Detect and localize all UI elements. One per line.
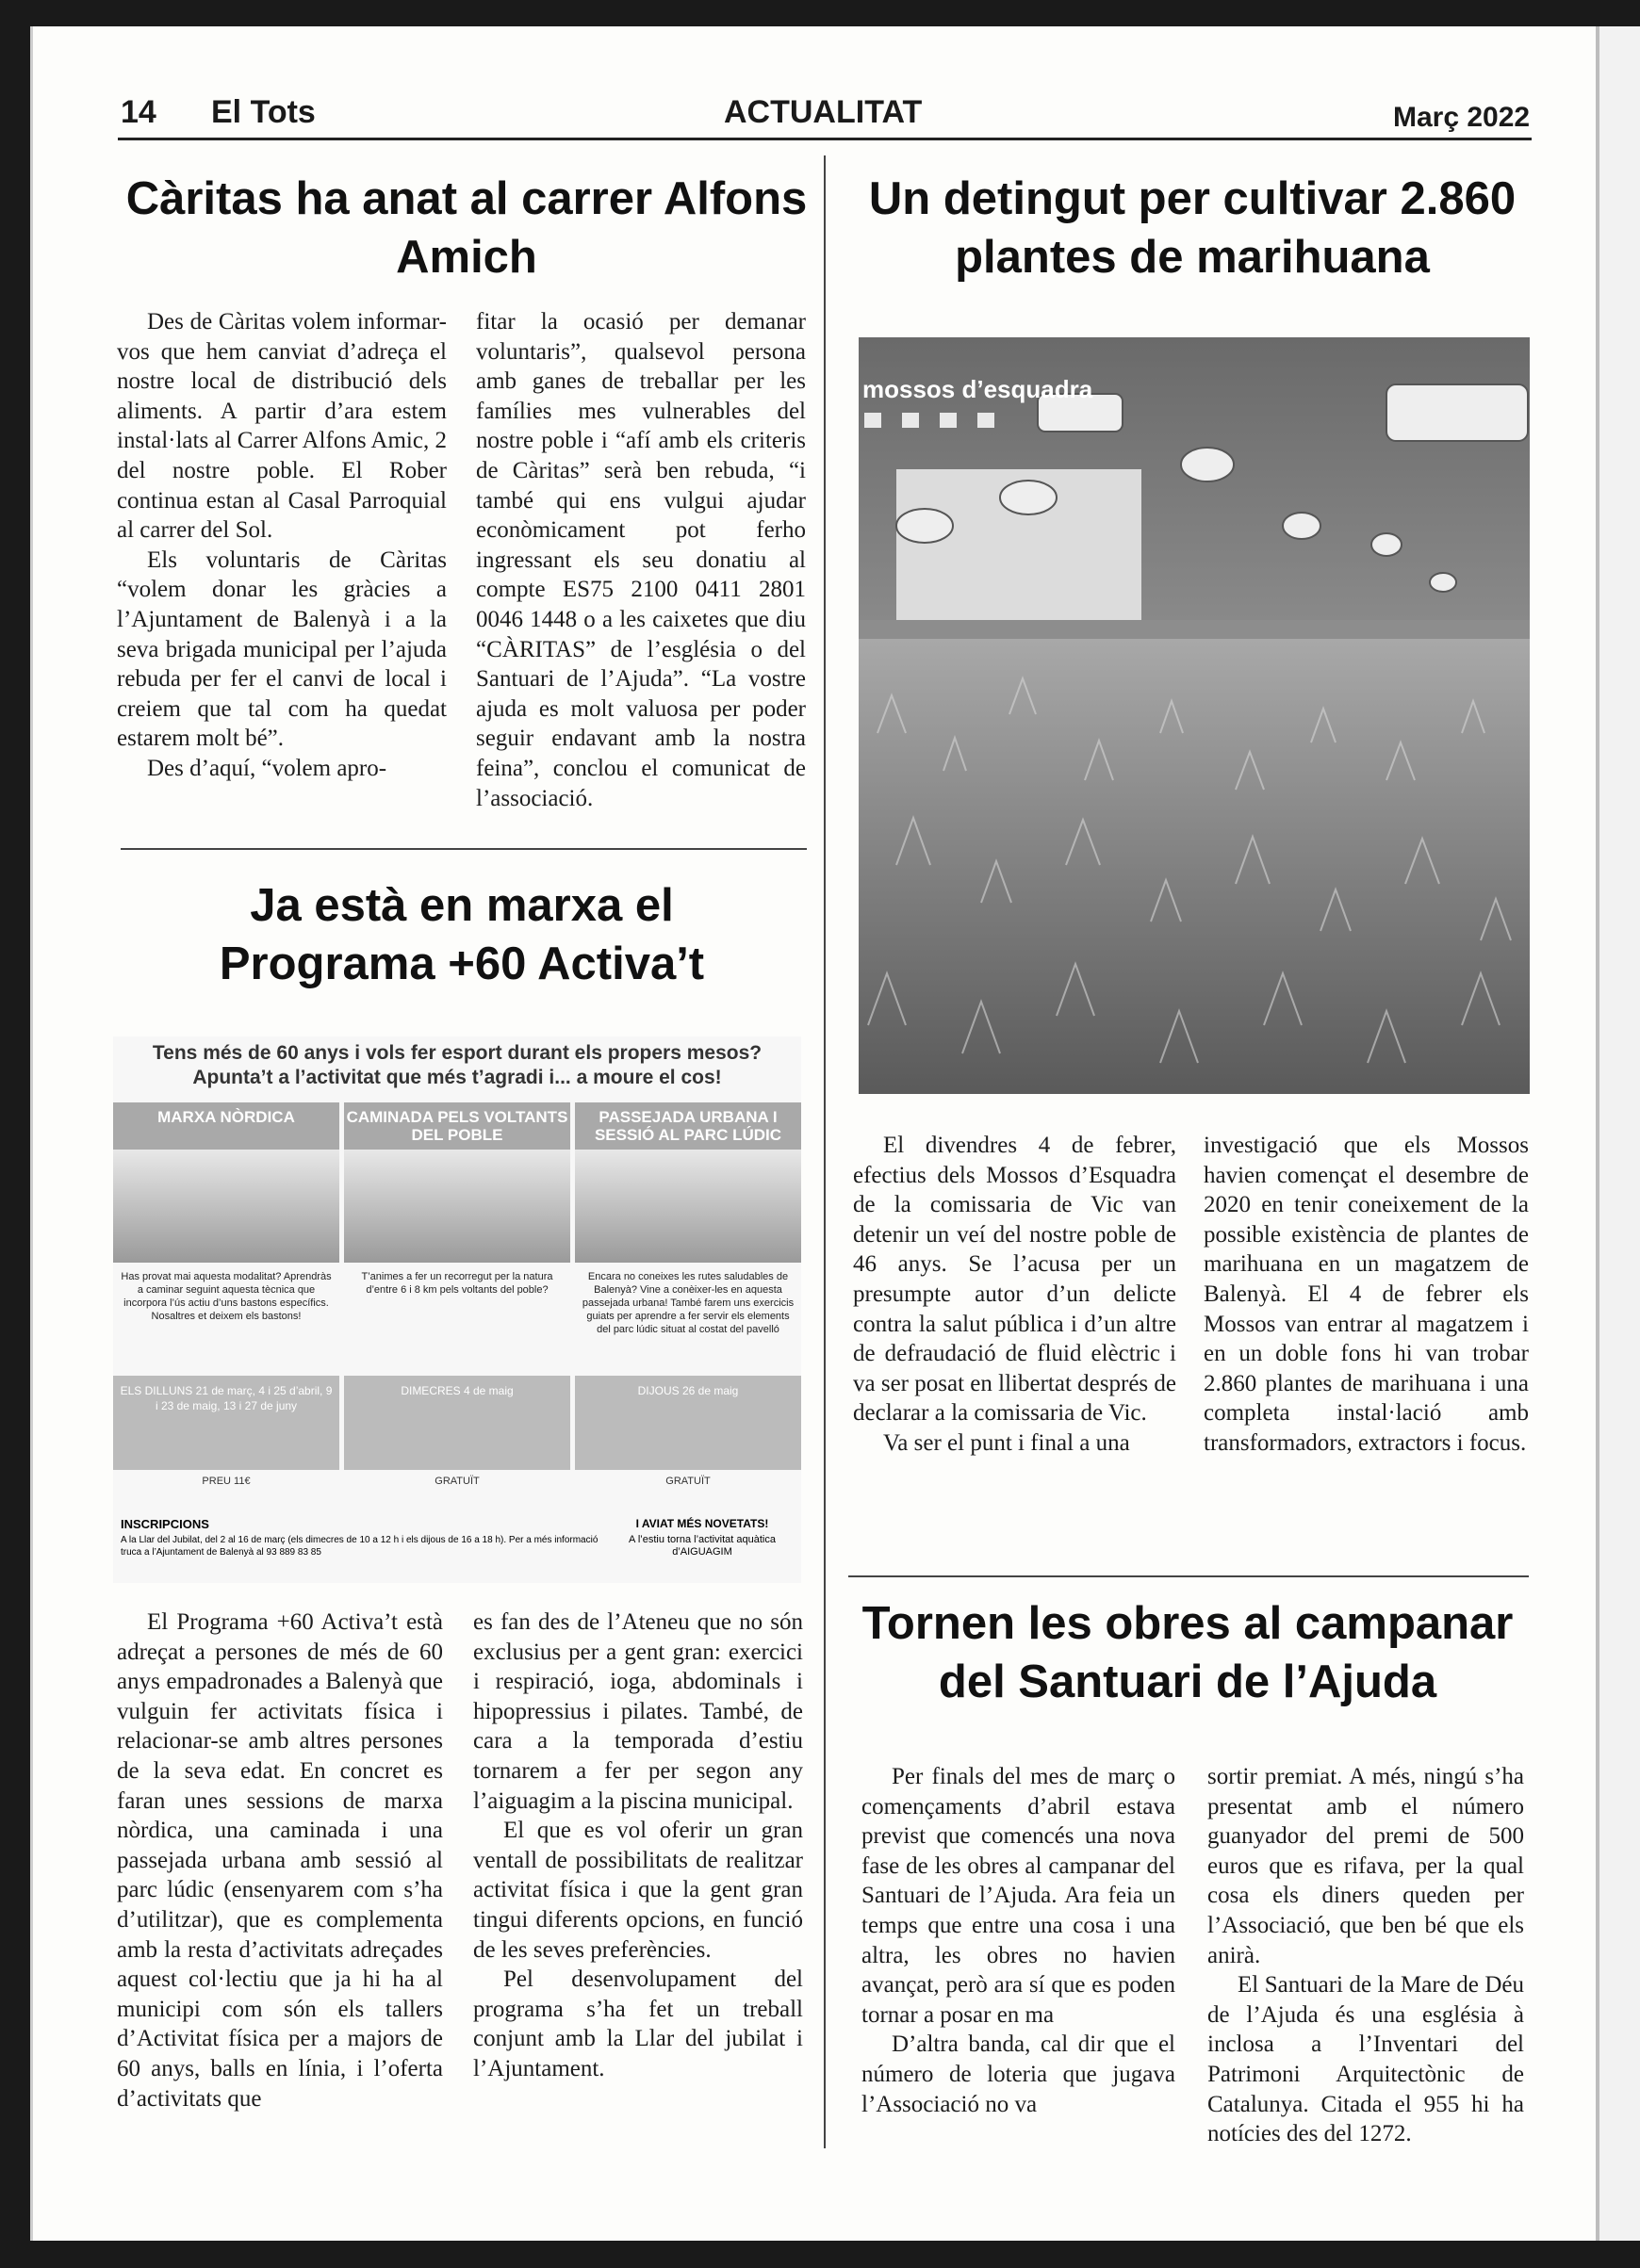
paragraph: Per finals del mes de març o començaments d’abril estava previst que comencés una nova fase de les obres al campanar del Santuari de l’Ajuda. Ara feia un temps que entre una cosa i una altra, les obres no havien avançat, però ara sí que es poden tornar a posar en ma	[861, 1764, 1175, 2028]
section-divider	[121, 848, 807, 850]
campanar-col-2	[1207, 1762, 1524, 2149]
activity-photo	[113, 1150, 339, 1263]
paragraph: Des d’aquí, “volem apro-	[147, 755, 387, 781]
section-name: ACTUALITAT	[724, 94, 923, 130]
paragraph: Des de Càritas volem informar-vos que hem canviat d’adreça el nostre local de distribució dels aliments. A partir d’ara estem instal·lats al Carrer Alfons Amic, 2 del nostre poble. El Rober continua estan al Casal Parroquial al carrer del Sol.	[117, 309, 447, 544]
paragraph: El Santuari de la Mare de Déu de l’Ajuda és una església à inclosa a l’Inventari del Patrimoni Arquitectònic de Catalunya. Citada el 955 hi ha notícies des del 1272.	[1207, 1972, 1524, 2147]
paragraph: fitar la ocasió per demanar voluntaris”, qualsevol persona amb ganes de treballar per les famílies mes vulnerables del nostre poble i “afí amb els criteris de Càritas” serà ben rebuda, “i també qui ens vulgui ajudar econòmicament pot ferho ingressant els seu donatiu al compte ES75 2100 0411 2801 0046 1448 o a les caixetes que diu “CÀRITAS” de l’església o del Santuari de l’Ajuda”. “La vostre ajuda es molt valuosa per poder seguir endavant amb la nostra feina”, conclou el comunicat de l’associació.	[476, 309, 806, 811]
campanar-col-1	[861, 1762, 1175, 2119]
activity-schedule: DIJOUS 26 de maig	[575, 1376, 801, 1470]
poster-aviat-label: I AVIAT MÉS NOVETATS!	[635, 1517, 769, 1530]
detingut-title: Un detingut per cultivar 2.860 plantes de marihuana	[868, 173, 1517, 283]
paragraph: es fan des de l’Ateneu que no són exclusius per a gent gran: exercici i respiració, ioga, abdominals i hipopressius i pilates. També, de cara a la temporada d’estiu tornarem a fer per segon any l’aiguagim a la piscina municipal.	[473, 1609, 803, 1814]
page-number: 14	[121, 94, 156, 130]
activity-description: Has provat mai aquesta modalitat? Aprendràs a caminar seguint aquesta tècnica que incorpora l’ús actiu d’uns bastons específics. Nosaltres et deixem els bastons!	[121, 1271, 332, 1322]
greenhouse-photo	[859, 337, 1530, 1094]
activity-heading: PASSEJADA URBANA I SESSIÓ AL PARC LÚDIC	[575, 1102, 801, 1150]
paragraph: Va ser el punt i final a una	[883, 1429, 1130, 1456]
poster-activity-passejada	[575, 1102, 801, 1583]
poster-aviat-text: A l’estiu torna l’activitat aquàtica d’AIGUAGIM	[629, 1534, 776, 1558]
marijuana-plantation-image	[859, 337, 1530, 1094]
detingut-col-2	[1204, 1131, 1529, 1459]
caritas-col-1	[117, 307, 447, 784]
activity-photo	[344, 1150, 570, 1263]
programa-col-2	[473, 1607, 803, 2084]
issue-date: Març 2022	[1393, 102, 1531, 133]
activity-heading: CAMINADA PELS VOLTANTS DEL POBLE	[344, 1102, 570, 1150]
poster-tagline-2: Apunta’t a l’activitat que més t’agradi i... a moure el cos!	[192, 1067, 722, 1088]
activity-description: T’animes a fer un recorregut per la natura d’entre 6 i 8 km pels voltants del poble?	[361, 1271, 553, 1296]
programa-title: Ja està en marxa el Programa +60 Activa’t	[219, 880, 705, 989]
programa-col-1	[117, 1607, 443, 2113]
activity-price: PREU 11€	[202, 1476, 251, 1487]
campanar-title: Tornen les obres al campanar del Santuari de l’Ajuda	[861, 1598, 1514, 1707]
column-divider	[824, 155, 826, 2148]
caritas-col-2	[476, 307, 806, 813]
activity-description: Encara no coneixes les rutes saludables de Balenyà? Vine a conèixer-les en aquesta passejada urbana! També farem uns exercicis guiats per aprendre a fer servir els elements del parc lúdic situat al costat del pavelló	[582, 1271, 795, 1335]
activity-heading: MARXA NÒRDICA	[113, 1102, 339, 1150]
poster-inscripcions-label: INSCRIPCIONS	[121, 1517, 209, 1531]
activity-schedule: DIMECRES 4 de maig	[344, 1376, 570, 1470]
paragraph: Pel desenvolupament del programa s’ha fet un treball conjunt amb la Llar del jubilat i l’Ajuntament.	[473, 1966, 803, 2081]
paragraph: El divendres 4 de febrer, efectius dels Mossos d’Esquadra de la comissaria de Vic van detenir un veí del nostre poble de 46 anys. Se l’acusa per un presumpte autor d’un delicte contra la salut pública i d’un altre de defraudació de fluid elèctric i va ser posat en llibertat després de declarar a la comissaria de Vic.	[853, 1133, 1176, 1427]
paragraph: D’altra banda, cal dir que el número de loteria que jugava l’Associació no va	[861, 2031, 1175, 2117]
section-divider	[848, 1575, 1529, 1577]
watermark-dots	[864, 413, 1006, 428]
poster-tagline-1: Tens més de 60 anys i vols fer esport durant els propers mesos?	[152, 1042, 763, 1064]
paragraph: Els voluntaris de Càritas “volem donar les gràcies a l’Ajuntament de Balenyà i a la seva brigada municipal per l’ajuda rebuda per fer el canvi de local i creiem que tal com ha quedat estarem molt bé”.	[117, 547, 447, 752]
activity-schedule: ELS DILLUNS 21 de març, 4 i 25 d’abril, 9 i 23 de maig, 13 i 27 de juny	[113, 1376, 339, 1470]
detingut-col-1	[853, 1131, 1176, 1459]
poster-activity-caminada	[344, 1102, 570, 1583]
poster-inscripcions-text: A la Llar del Jubilat, del 2 al 16 de març (els dimecres de 10 a 12 h i els dijous de 16 a 18 h). Per a més informació truca a l’Ajuntament de Balenyà al 93 889 83 85	[121, 1535, 599, 1558]
activity-price: GRATUÏT	[435, 1476, 480, 1487]
poster-activity-marxa	[113, 1102, 339, 1583]
caritas-title: Càritas ha anat al carrer Alfons Amich	[125, 173, 808, 283]
paragraph: El que es vol oferir un gran ventall de possibilitats de realitzar activitat física i que la gent gran tingui diferents opcions, en funció de les seves preferències.	[473, 1818, 803, 1963]
paragraph: investigació que els Mossos havien començat el desembre de 2020 en tenir coneixement de la possible existència de plantes de marihuana en un magatzem de Balenyà. El 4 de febrer els Mossos van entrar al magatzem i en un doble fons hi van trobar 2.860 plantes de marihuana i una completa instal·lació amb transformadors, extractors i focus.	[1204, 1133, 1529, 1456]
paragraph: El Programa +60 Activa’t està adreçat a persones de més de 60 anys empadronades a Balenyà que vulguin fer activitats física i relacionar-se amb altres persones de la seva edat. En concret es faran unes sessions de marxa nòrdica, una caminada i una passejada urbana amb sessió al parc lúdic (ensenyarem com s’ha d’utilitzar), que es complementa amb la resta d’activitats adreçades aquest col·lectiu que ja hi ha al municipi com són els tallers d’Activitat física per a majors de 60 anys, balls en línia, i l’oferta d’activitats que	[117, 1609, 443, 2112]
activity-photo	[575, 1150, 801, 1263]
activity-price: GRATUÏT	[665, 1476, 711, 1487]
photo-watermark: mossos d’esquadra	[862, 375, 1093, 403]
facing-page-edge	[1596, 26, 1640, 2241]
paragraph: sortir premiat. A més, ningú s’ha presentat amb el número guanyador del premi de 500 euros que es rifava, per la qual cosa els diners queden per l’Associació, que ben bé que els anirà.	[1207, 1764, 1524, 1968]
header-rule	[118, 138, 1532, 140]
programa-poster	[113, 1036, 801, 1583]
publication-name: El Tots	[211, 94, 316, 130]
